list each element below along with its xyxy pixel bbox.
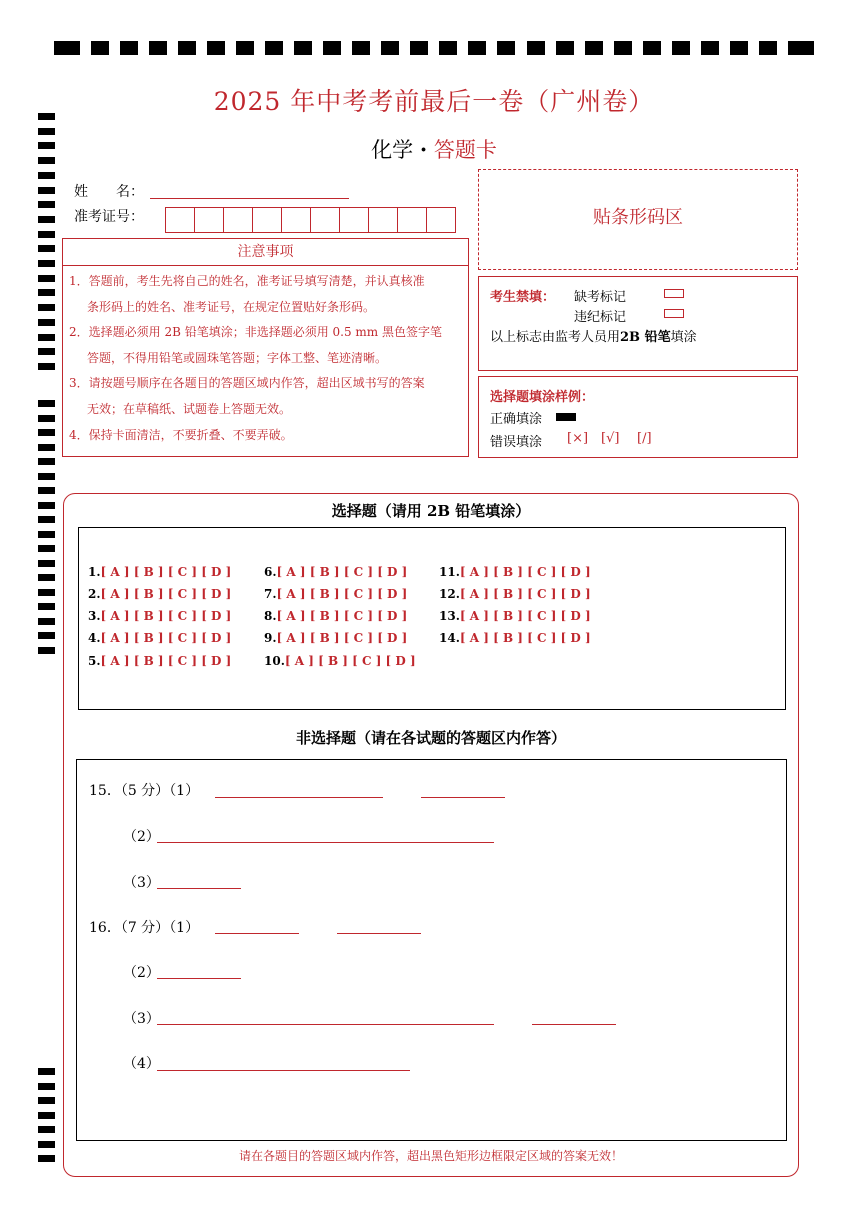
mcq-question[interactable]: 11.[ A ] [ B ] [ C ] [ D ] bbox=[439, 565, 591, 579]
q16-3-answer-line-b[interactable] bbox=[532, 1024, 616, 1025]
mcq-question[interactable]: 6.[ A ] [ B ] [ C ] [ D ] bbox=[264, 565, 408, 579]
q16-1-answer-line-b[interactable] bbox=[337, 933, 421, 934]
q15-1-answer-line-a[interactable] bbox=[215, 797, 383, 798]
q16-2-answer-line[interactable] bbox=[157, 978, 241, 979]
violation-mark-box[interactable] bbox=[664, 309, 684, 318]
mcq-question[interactable]: 2.[ A ] [ B ] [ C ] [ D ] bbox=[88, 587, 232, 601]
mcq-question[interactable]: 3.[ A ] [ B ] [ C ] [ D ] bbox=[88, 609, 232, 623]
id-number-boxes[interactable] bbox=[166, 207, 456, 233]
q16-2-label: （2） bbox=[123, 965, 160, 981]
mcq-question[interactable]: 14.[ A ] [ B ] [ C ] [ D ] bbox=[439, 631, 591, 645]
q16-1-answer-line-a[interactable] bbox=[215, 933, 299, 934]
non-mcq-title: 非选择题（请在各试题的答题区内作答） bbox=[295, 729, 566, 747]
left-timing-marks-lower bbox=[38, 1068, 55, 1162]
notice-line: 4．保持卡面清洁，不要折叠、不要弄破。 bbox=[69, 428, 293, 442]
top-timing-marks bbox=[54, 41, 814, 55]
ban-label: 考生禁填： bbox=[490, 290, 556, 305]
notice-line: 1．答题前，考生先将自己的姓名，准考证号填写清楚，并认真核准 bbox=[69, 274, 425, 288]
mcq-question[interactable]: 13.[ A ] [ B ] [ C ] [ D ] bbox=[439, 609, 591, 623]
mcq-answer-box bbox=[78, 527, 786, 710]
name-label: 姓 名： bbox=[74, 184, 144, 200]
proctor-note: 以上标志由监考人员用2B 铅笔填涂 bbox=[490, 330, 697, 345]
wrong-mark-cross: [×] bbox=[567, 431, 589, 446]
violation-label: 违纪标记 bbox=[574, 310, 627, 325]
card-name-label: 答题卡 bbox=[433, 138, 497, 162]
mcq-question[interactable]: 1.[ A ] [ B ] [ C ] [ D ] bbox=[88, 565, 232, 579]
correct-fill-label: 正确填涂 bbox=[490, 412, 543, 427]
notice-line: 无效；在草稿纸、试题卷上答题无效。 bbox=[87, 402, 292, 416]
mcq-question[interactable]: 9.[ A ] [ B ] [ C ] [ D ] bbox=[264, 631, 408, 645]
absent-label: 缺考标记 bbox=[574, 290, 627, 305]
mcq-question[interactable]: 7.[ A ] [ B ] [ C ] [ D ] bbox=[264, 587, 408, 601]
notice-line: 2．选择题必须用 2B 铅笔填涂；非选择题必须用 0.5 mm 黑色签字笔 bbox=[69, 325, 443, 339]
q15-2-label: （2） bbox=[123, 829, 160, 845]
wrong-mark-slash: [/] bbox=[637, 431, 652, 446]
q15-3-answer-line[interactable] bbox=[157, 888, 241, 889]
q15-label: 15．（5 分）（1） bbox=[89, 783, 200, 799]
notice-box bbox=[62, 264, 469, 457]
mcq-question[interactable]: 4.[ A ] [ B ] [ C ] [ D ] bbox=[88, 631, 232, 645]
q16-3-label: （3） bbox=[123, 1011, 160, 1027]
absent-mark-box[interactable] bbox=[664, 289, 684, 298]
non-mcq-answer-box bbox=[76, 759, 787, 1141]
footer-warning: 请在各题目的答题区域内作答，超出黑色矩形边框限定区域的答案无效！ bbox=[238, 1149, 623, 1163]
fill-sample-box bbox=[478, 376, 798, 458]
mcq-question[interactable]: 5.[ A ] [ B ] [ C ] [ D ] bbox=[88, 654, 232, 668]
subtitle-separator: · bbox=[419, 137, 428, 162]
id-label: 准考证号： bbox=[74, 209, 144, 225]
q16-4-answer-line[interactable] bbox=[157, 1070, 410, 1071]
correct-fill-mark bbox=[556, 413, 576, 421]
mcq-title: 选择题（请用 2B 铅笔填涂） bbox=[331, 502, 531, 520]
notice-line: 3．请按题号顺序在各题目的答题区域内作答，超出区域书写的答案 bbox=[69, 376, 425, 390]
notice-line: 条形码上的姓名、准考证号，在规定位置贴好条形码。 bbox=[87, 300, 376, 314]
notice-line: 答题，不得用铅笔或圆珠笔答题；字体工整、笔迹清晰。 bbox=[87, 351, 388, 365]
mcq-question[interactable]: 10.[ A ] [ B ] [ C ] [ D ] bbox=[264, 654, 416, 668]
proctor-only-box bbox=[478, 276, 798, 371]
left-timing-marks-middle bbox=[38, 400, 55, 654]
card-subtitle bbox=[0, 134, 868, 164]
mcq-question[interactable]: 8.[ A ] [ B ] [ C ] [ D ] bbox=[264, 609, 408, 623]
exam-title: 2025 年中考考前最后一卷（广州卷） bbox=[213, 87, 655, 116]
subject-label: 化学 bbox=[371, 138, 414, 162]
q16-4-label: （4） bbox=[123, 1056, 160, 1072]
mcq-question[interactable]: 12.[ A ] [ B ] [ C ] [ D ] bbox=[439, 587, 591, 601]
q15-2-answer-line[interactable] bbox=[157, 842, 494, 843]
wrong-mark-check: [√] bbox=[601, 431, 620, 446]
wrong-fill-label: 错误填涂 bbox=[490, 435, 543, 450]
q15-3-label: （3） bbox=[123, 875, 160, 891]
name-field[interactable] bbox=[150, 198, 349, 199]
notice-title: 注意事项 bbox=[62, 238, 469, 266]
q16-label: 16．（7 分）（1） bbox=[89, 920, 200, 936]
q15-1-answer-line-b[interactable] bbox=[421, 797, 505, 798]
barcode-area: 贴条形码区 bbox=[478, 169, 798, 270]
sample-title: 选择题填涂样例： bbox=[490, 390, 595, 405]
q16-3-answer-line-a[interactable] bbox=[157, 1024, 494, 1025]
